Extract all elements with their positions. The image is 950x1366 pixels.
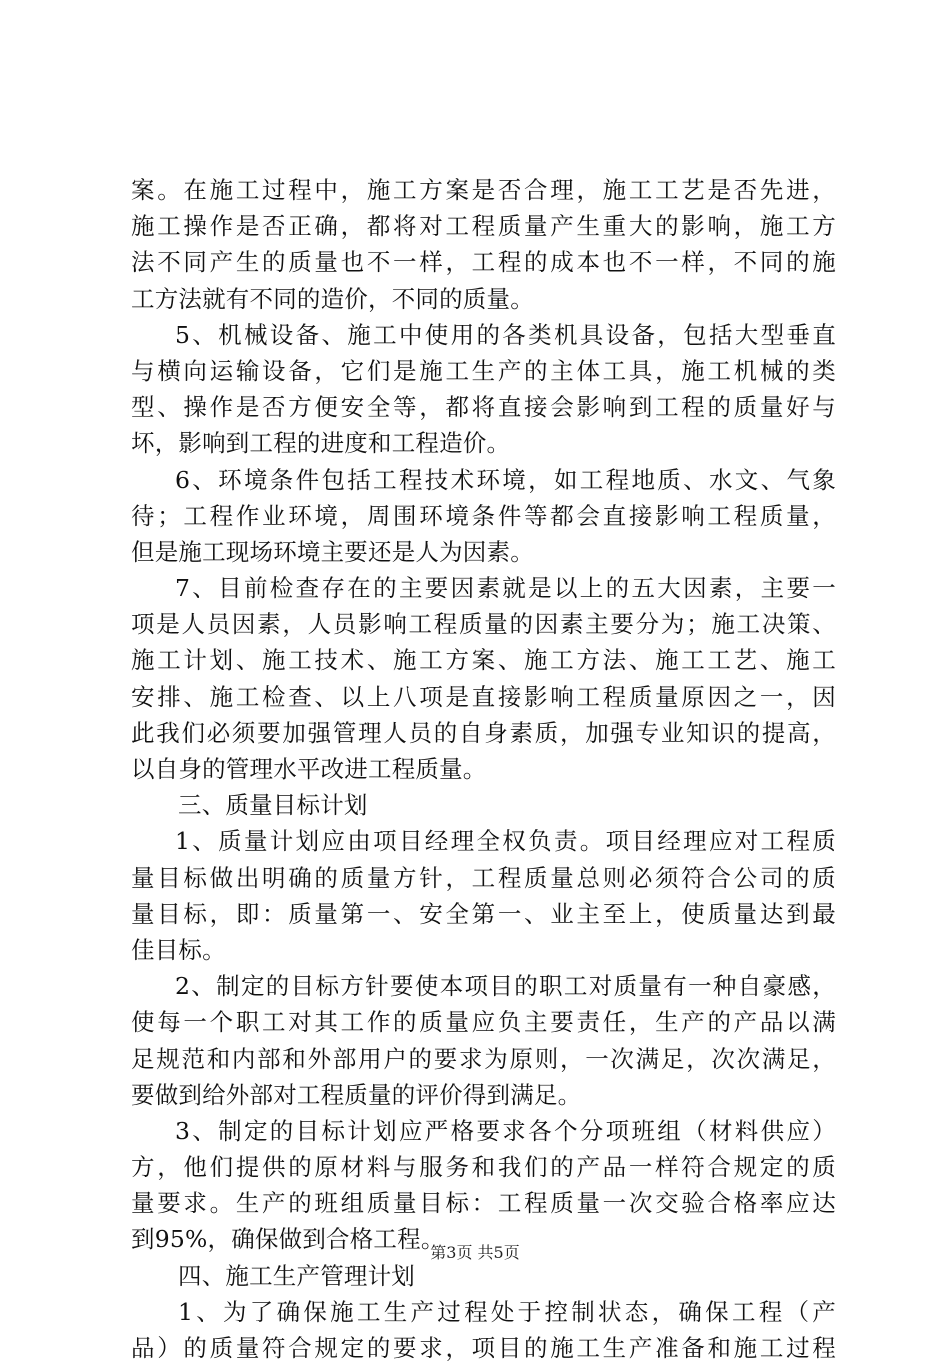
text-line: 案。在施工过程中，施工方案是否合理，施工工艺是否先进， bbox=[131, 176, 836, 204]
text-line: 量要求。生产的班组质量目标：工程质量一次交验合格率应达 bbox=[131, 1189, 836, 1218]
text-line: 待；工程作业环境，周围环境条件等都会直接影响工程质量， bbox=[131, 501, 836, 530]
text-line: 量目标做出明确的质量方针，工程质量总则必须符合公司的质 bbox=[131, 863, 836, 892]
text-line: 2、制定的目标方针要使本项目的职工对质量有一种自豪感， bbox=[175, 972, 836, 1001]
text-line: 3、制定的目标计划应严格要求各个分项班组（材料供应） bbox=[175, 1116, 836, 1145]
text-line: 与横向运输设备，它们是施工生产的主体工具，施工机械的类 bbox=[131, 356, 836, 385]
text-line: 型、操作是否方便安全等，都将直接会影响到工程的质量好与 bbox=[131, 393, 836, 422]
document-body bbox=[131, 172, 836, 1366]
text-line: 三、质量目标计划 bbox=[178, 791, 368, 820]
text-line: 工方法就有不同的造价，不同的质量。 bbox=[131, 284, 534, 313]
text-line: 坏，影响到工程的进度和工程造价。 bbox=[131, 429, 511, 458]
text-line: 7、目前检查存在的主要因素就是以上的五大因素，主要一 bbox=[175, 574, 836, 603]
text-line: 安排、施工检查、以上八项是直接影响工程质量原因之一，因 bbox=[131, 682, 836, 711]
text-line: 项是人员因素，人员影响工程质量的因素主要分为；施工决策、 bbox=[131, 610, 836, 639]
text-line: 6、环境条件包括工程技术环境，如工程地质、水文、气象 bbox=[175, 465, 836, 494]
text-line: 5、机械设备、施工中使用的各类机具设备，包括大型垂直 bbox=[175, 320, 836, 349]
text-line: 但是施工现场环境主要还是人为因素。 bbox=[131, 537, 534, 566]
text-line: 品）的质量符合规定的要求，项目的施工生产准备和施工过程 bbox=[131, 1334, 836, 1362]
text-line: 1、为了确保施工生产过程处于控制状态，确保工程（产 bbox=[178, 1297, 836, 1326]
text-line: 施工计划、施工技术、施工方案、施工方法、施工工艺、施工 bbox=[131, 646, 836, 675]
text-line: 1、质量计划应由项目经理全权负责。项目经理应对工程质 bbox=[175, 827, 836, 856]
text-line: 此我们必须要加强管理人员的自身素质，加强专业知识的提高， bbox=[131, 718, 836, 747]
text-line: 方，他们提供的原材料与服务和我们的产品一样符合规定的质 bbox=[131, 1153, 836, 1182]
text-line: 到95%，确保做到合格工程。 bbox=[131, 1225, 445, 1254]
text-line: 施工操作是否正确，都将对工程质量产生重大的影响，施工方 bbox=[131, 212, 836, 241]
text-line: 足规范和内部和外部用户的要求为原则，一次满足，次次满足， bbox=[131, 1044, 836, 1073]
text-line: 要做到给外部对工程质量的评价得到满足。 bbox=[131, 1080, 582, 1109]
text-line: 使每一个职工对其工作的质量应负主要责任，生产的产品以满 bbox=[131, 1008, 836, 1037]
text-line: 四、施工生产管理计划 bbox=[178, 1261, 415, 1290]
text-line: 法不同产生的质量也不一样，工程的成本也不一样，不同的施 bbox=[131, 248, 836, 277]
text-line: 量目标，即：质量第一、安全第一、业主至上，使质量达到最 bbox=[131, 899, 836, 928]
text-line: 佳目标。 bbox=[131, 935, 226, 964]
page-footer: 第3页 共5页 bbox=[430, 1243, 520, 1262]
text-line: 以自身的管理水平改进工程质量。 bbox=[131, 755, 487, 783]
